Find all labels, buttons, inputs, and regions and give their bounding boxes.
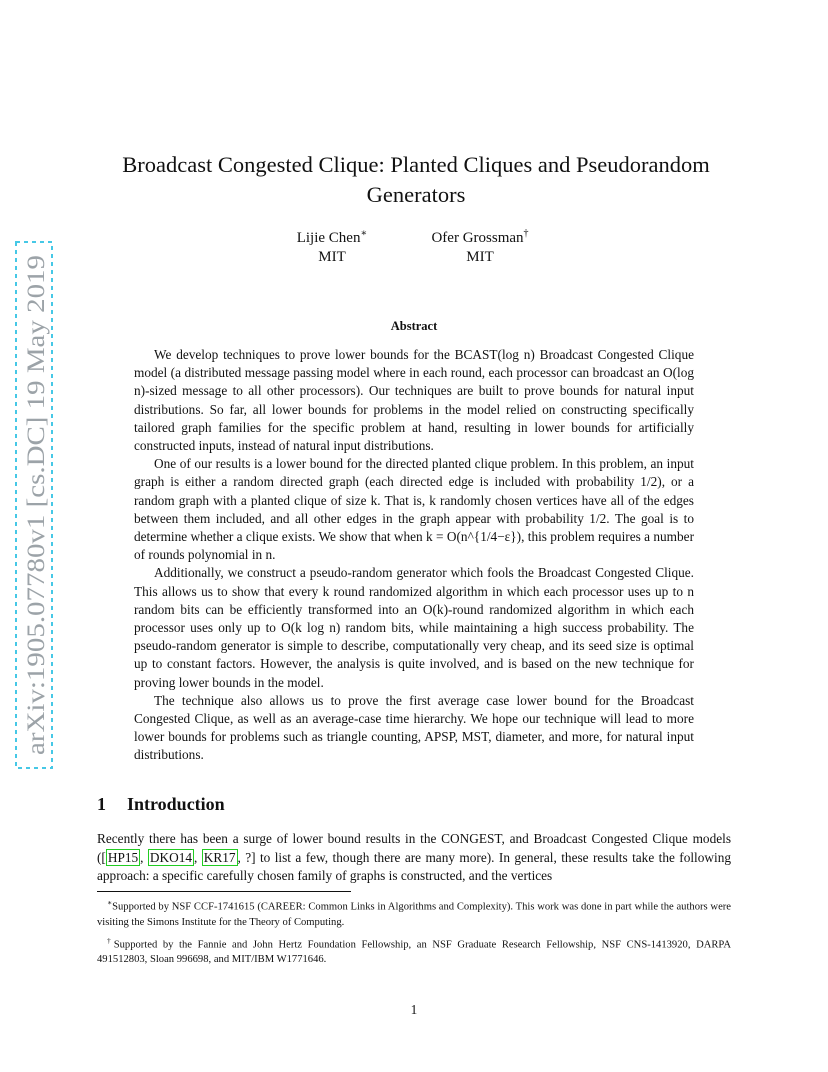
- footnote-text: Supported by NSF CCF-1741615 (CAREER: Common Links in Algorithms and Complexity). This work was done in part while the authors were visiting the Simons Institute for the Theory of Computing.: [97, 901, 731, 928]
- abstract-body: [134, 346, 694, 765]
- citation-separator: ,: [140, 849, 148, 865]
- abstract-heading: Abstract: [390, 319, 438, 333]
- intro-body: [97, 830, 731, 886]
- footnotes: [97, 895, 731, 970]
- author-name: Ofer Grossman: [431, 230, 524, 246]
- intro-paragraph: [97, 830, 731, 886]
- footnote-mark: ∗: [107, 898, 113, 907]
- section-heading: [97, 794, 225, 815]
- citation-link[interactable]: KR17: [203, 849, 236, 865]
- footnote-mark: †: [107, 935, 114, 945]
- section-number: 1: [97, 794, 106, 814]
- citation-link[interactable]: DKO14: [149, 849, 192, 865]
- intro-text: , ?] to list a few, though there are many more). In general, these results take the following approach: a specific carefully chosen family of graphs is constructed, and the vertices: [97, 849, 731, 883]
- author-2: [420, 229, 540, 267]
- abstract-paragraph: Additionally, we construct a pseudo-random generator which fools the Broadcast Congested Clique. This allows us to show that every k round randomized algorithm in which each processor uses up to n random bits can be efficiently transformed into an O(k)-round randomized algorithm in which each processor uses only up to O(k log n) random bits, while maintaining a high success probability. The pseudo-random generator is simple to describe, computationally very cheap, and its seed size is optimal up to constant factors. However, the analysis is quite involved, and is based on the new technique for proving lower bounds in the model.: [134, 565, 694, 690]
- author-footnote-mark: ∗: [360, 228, 368, 239]
- footnote-rule: [97, 891, 351, 892]
- author-name: Lijie Chen: [296, 230, 361, 246]
- citation-separator: ,: [194, 849, 202, 865]
- author-1: [282, 229, 382, 267]
- section-title: Introduction: [127, 794, 225, 814]
- arxiv-stamp-text: arXiv:1905.07780v1 [cs.DC] 19 May 2019: [23, 323, 50, 755]
- abstract-paragraph: One of our results is a lower bound for the directed planted clique problem. In this problem, an input graph is either a random directed graph (each directed edge is included with probability 1/2), or a random graph with a planted clique of size k. That is, k randomly chosen vertices have all of the edges between them included, and all other edges in the graph appear with probability 1/2. The goal is to determine whether a clique exists. We show that when k = O(n^{1/4−ε}), this problem requires a number of rounds polynomial in n.: [134, 456, 694, 563]
- author-affiliation: MIT: [466, 249, 494, 265]
- abstract-paragraph: The technique also allows us to prove the first average case lower bound for the Broadcast Congested Clique, as well as an average-case time hierarchy. We hope our technique will lead to more lower bounds for problems such as triangle counting, APSP, MST, diameter, and more, for natural input distributions.: [134, 692, 694, 763]
- abstract-paragraph: We develop techniques to prove lower bounds for the BCAST(log n) Broadcast Congested Clique model (a distributed message passing model where in each round, each processor can broadcast an O(log n)-sized message to all other processors). Our techniques are built to prove bounds for natural input distributions. So far, all lower bounds for problems in the model relied on constructing specifically tailored graph families for the specific problem at hand, resulting in lower bounds for artificially constructed inputs, instead of natural input distributions.: [134, 347, 694, 454]
- footnote: [97, 933, 731, 968]
- citation-link[interactable]: HP15: [107, 849, 139, 865]
- paper-title: Broadcast Congested Clique: Planted Cliques and Pseudorandom Generators: [122, 152, 710, 207]
- footnote: [97, 895, 731, 930]
- intro-text: Recently there has been a surge of lower bound results in the CONGEST, and Broadcast Congested Clique models ([: [97, 831, 731, 865]
- author-footnote-mark: †: [523, 228, 529, 239]
- author-block: [0, 229, 828, 269]
- footnote-text: Supported by the Fannie and John Hertz Foundation Fellowship, an NSF Graduate Research Fellowship, NSF CNS-1413920, DARPA 491512803, Sloan 996698, and MIT/IBM W1771646.: [97, 939, 732, 966]
- page-number: 1: [410, 1002, 418, 1017]
- author-affiliation: MIT: [318, 249, 346, 265]
